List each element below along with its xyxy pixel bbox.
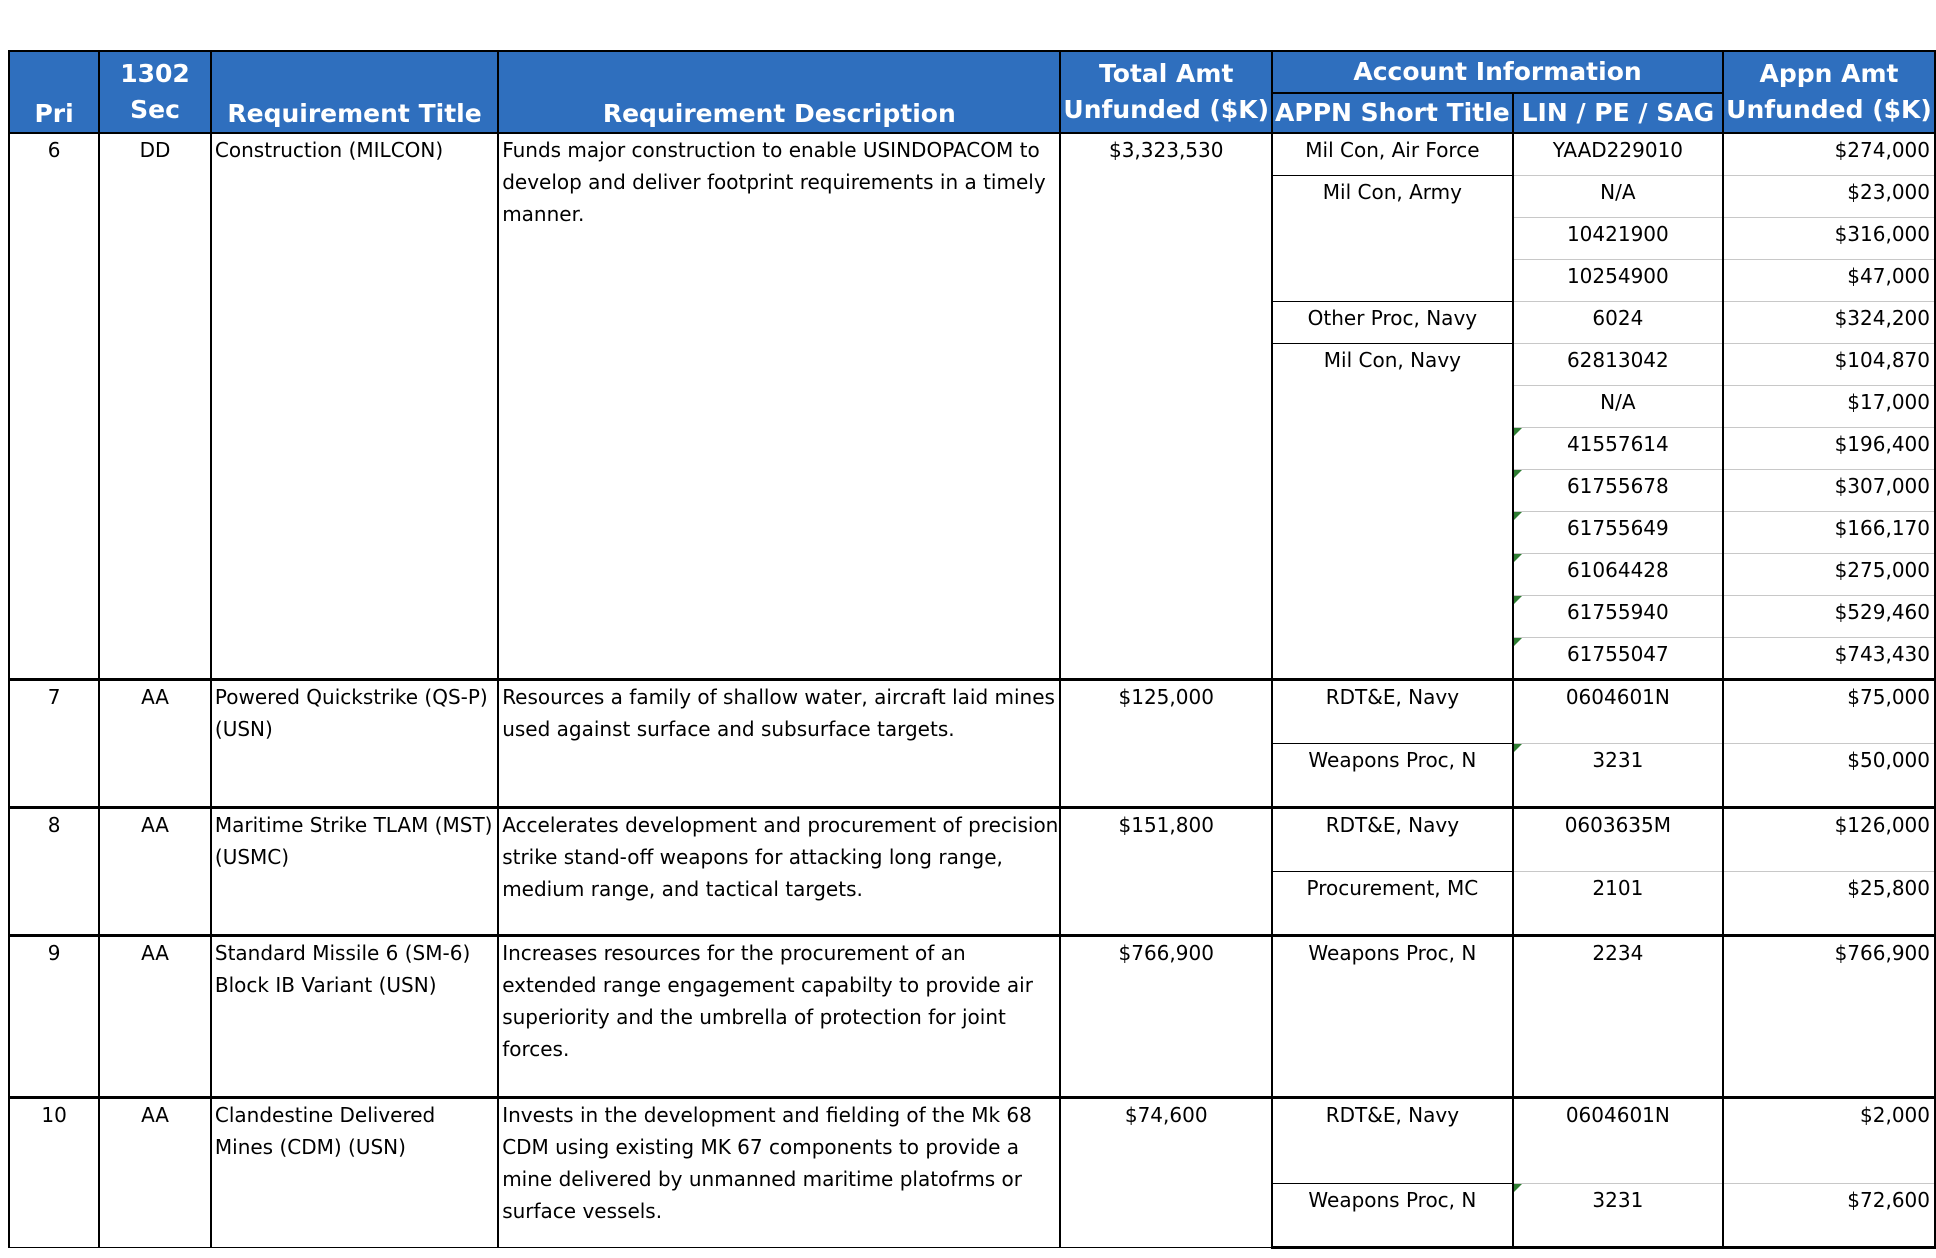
table-header: [9, 51, 1935, 133]
appn-amt-cell: $50,000: [1723, 743, 1935, 807]
header-total-line2: Unfunded ($K): [1063, 95, 1270, 124]
table-row: [9, 807, 1935, 871]
appn-amt-cell: $766,900: [1723, 935, 1935, 1097]
header-lin-pe-sag: LIN / PE / SAG: [1513, 93, 1723, 133]
lin-pe-sag-cell: 3231: [1513, 743, 1723, 807]
table-row: [9, 935, 1935, 1097]
lin-pe-sag-cell: 0604601N: [1513, 1097, 1723, 1183]
header-requirement-title: Requirement Title: [211, 51, 498, 133]
header-total-amt: [1060, 51, 1272, 133]
lin-pe-sag-cell: 3231: [1513, 1183, 1723, 1247]
appn-amt-cell: $23,000: [1723, 175, 1935, 217]
appn-amt-cell: $126,000: [1723, 807, 1935, 871]
pri-cell: 9: [9, 935, 99, 1097]
lin-pe-sag-cell: 2234: [1513, 935, 1723, 1097]
lin-pe-sag-cell: YAAD229010: [1513, 133, 1723, 175]
table-row: [9, 1097, 1935, 1183]
requirement-description-cell: Increases resources for the procurement of an extended range engagement capabilty to provide air superiority and the umbrella of protection for joint forces.: [498, 935, 1060, 1097]
header-total-line1: Total Amt: [1099, 59, 1234, 88]
pri-cell: 10: [9, 1097, 99, 1247]
appn-amt-cell: $196,400: [1723, 427, 1935, 469]
header-appn-line2: Unfunded ($K): [1726, 95, 1932, 124]
table-row: [9, 133, 1935, 175]
appn-short-title-cell: Mil Con, Army: [1272, 175, 1513, 301]
appn-short-title-cell: RDT&E, Navy: [1272, 1097, 1513, 1183]
lin-pe-sag-cell: N/A: [1513, 175, 1723, 217]
lin-pe-sag-cell: 10421900: [1513, 217, 1723, 259]
header-pri: Pri: [9, 51, 99, 133]
appn-amt-cell: $47,000: [1723, 259, 1935, 301]
appn-amt-cell: $104,870: [1723, 343, 1935, 385]
lin-pe-sag-cell: N/A: [1513, 385, 1723, 427]
lin-pe-sag-cell: 41557614: [1513, 427, 1723, 469]
lin-pe-sag-cell: 2101: [1513, 871, 1723, 935]
lin-pe-sag-cell: 61755678: [1513, 469, 1723, 511]
lin-pe-sag-cell: 0603635M: [1513, 807, 1723, 871]
total-amt-cell: $74,600: [1060, 1097, 1272, 1247]
header-account-information: Account Information: [1272, 51, 1723, 93]
requirement-title-cell: Clandestine Delivered Mines (CDM) (USN): [211, 1097, 498, 1247]
lin-pe-sag-cell: 62813042: [1513, 343, 1723, 385]
appn-amt-cell: $324,200: [1723, 301, 1935, 343]
appn-short-title-cell: Weapons Proc, N: [1272, 935, 1513, 1097]
pri-cell: 6: [9, 133, 99, 679]
appn-amt-cell: $743,430: [1723, 637, 1935, 679]
appn-short-title-cell: Weapons Proc, N: [1272, 743, 1513, 807]
appn-amt-cell: $2,000: [1723, 1097, 1935, 1183]
pri-cell: 7: [9, 679, 99, 807]
appn-short-title-cell: Mil Con, Navy: [1272, 343, 1513, 679]
appn-short-title-cell: RDT&E, Navy: [1272, 679, 1513, 743]
appn-amt-cell: $166,170: [1723, 511, 1935, 553]
header-appn-short-title: APPN Short Title: [1272, 93, 1513, 133]
table-body: [9, 133, 1935, 1247]
requirement-title-cell: Powered Quickstrike (QS-P) (USN): [211, 679, 498, 807]
lin-pe-sag-cell: 61755047: [1513, 637, 1723, 679]
requirement-description-cell: Invests in the development and fielding of the Mk 68 CDM using existing MK 67 components to provide a mine delivered by unmanned maritime platofrms or surface vessels.: [498, 1097, 1060, 1247]
sec-cell: DD: [99, 133, 211, 679]
requirement-title-cell: Standard Missile 6 (SM-6) Block IB Variant (USN): [211, 935, 498, 1097]
sec-cell: AA: [99, 1097, 211, 1247]
pri-cell: 8: [9, 807, 99, 935]
total-amt-cell: $125,000: [1060, 679, 1272, 807]
sec-cell: AA: [99, 807, 211, 935]
appn-short-title-cell: Procurement, MC: [1272, 871, 1513, 935]
appn-amt-cell: $316,000: [1723, 217, 1935, 259]
requirement-title-cell: Maritime Strike TLAM (MST) (USMC): [211, 807, 498, 935]
total-amt-cell: $3,323,530: [1060, 133, 1272, 679]
appn-amt-cell: $275,000: [1723, 553, 1935, 595]
lin-pe-sag-cell: 61755940: [1513, 595, 1723, 637]
lin-pe-sag-cell: 6024: [1513, 301, 1723, 343]
header-1302-sec: [99, 51, 211, 133]
table-row: [9, 679, 1935, 743]
total-amt-cell: $766,900: [1060, 935, 1272, 1097]
requirement-description-cell: Accelerates development and procurement of precision strike stand-off weapons for attacking long range, medium range, and tactical targets.: [498, 807, 1060, 935]
appn-amt-cell: $529,460: [1723, 595, 1935, 637]
lin-pe-sag-cell: 61755649: [1513, 511, 1723, 553]
header-appn-line1: Appn Amt: [1759, 59, 1899, 88]
sec-cell: AA: [99, 935, 211, 1097]
unfunded-requirements-table: [8, 50, 1936, 1249]
requirement-description-cell: Resources a family of shallow water, aircraft laid mines used against surface and subsurface targets.: [498, 679, 1060, 807]
requirement-description-cell: Funds major construction to enable USINDOPACOM to develop and deliver footprint requirements in a timely manner.: [498, 133, 1060, 679]
appn-short-title-cell: Mil Con, Air Force: [1272, 133, 1513, 175]
sec-cell: AA: [99, 679, 211, 807]
total-amt-cell: $151,800: [1060, 807, 1272, 935]
lin-pe-sag-cell: 0604601N: [1513, 679, 1723, 743]
header-sec-line2: Sec: [130, 95, 180, 124]
appn-amt-cell: $25,800: [1723, 871, 1935, 935]
appn-amt-cell: $307,000: [1723, 469, 1935, 511]
requirement-title-cell: Construction (MILCON): [211, 133, 498, 679]
appn-amt-cell: $274,000: [1723, 133, 1935, 175]
appn-short-title-cell: RDT&E, Navy: [1272, 807, 1513, 871]
appn-amt-cell: $17,000: [1723, 385, 1935, 427]
appn-short-title-cell: Weapons Proc, N: [1272, 1183, 1513, 1247]
appn-amt-cell: $72,600: [1723, 1183, 1935, 1247]
appn-short-title-cell: Other Proc, Navy: [1272, 301, 1513, 343]
appn-amt-cell: $75,000: [1723, 679, 1935, 743]
lin-pe-sag-cell: 10254900: [1513, 259, 1723, 301]
lin-pe-sag-cell: 61064428: [1513, 553, 1723, 595]
header-appn-amt: [1723, 51, 1935, 133]
header-sec-line1: 1302: [120, 59, 190, 88]
header-requirement-description: Requirement Description: [498, 51, 1060, 133]
